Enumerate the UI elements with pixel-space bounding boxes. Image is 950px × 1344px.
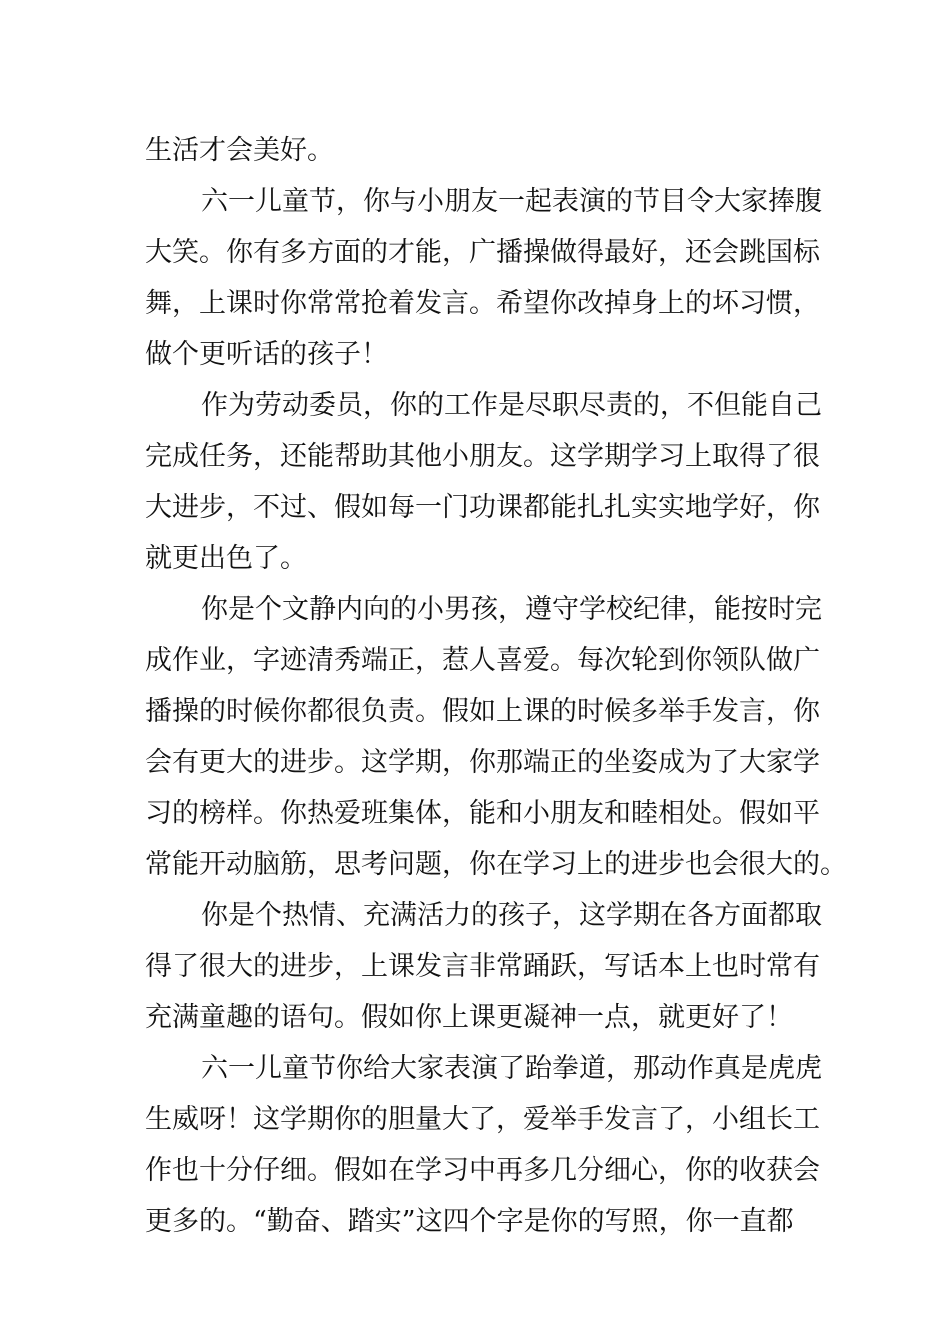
paragraph-2-line-2: 大笑。你有多方面的才能，广播操做得最好，还会跳国标 xyxy=(145,237,820,268)
paragraph-6-line-2: 生威呀！这学期你的胆量大了，爱举手发言了，小组长工 xyxy=(145,1104,820,1135)
paragraph-4-line-6: 常能开动脑筋，思考问题，你在学习上的进步也会很大的。 xyxy=(145,849,847,880)
paragraph-3-line-4: 就更出色了。 xyxy=(145,543,307,574)
paragraph-3-line-2: 完成任务，还能帮助其他小朋友。这学期学习上取得了很 xyxy=(145,441,820,472)
paragraph-2-line-1: 六一儿童节，你与小朋友一起表演的节目令大家捧腹 xyxy=(201,186,822,217)
paragraph-4-line-1: 你是个文静内向的小男孩，遵守学校纪律，能按时完 xyxy=(201,594,822,625)
paragraph-3-line-3: 大进步，不过、假如每一门功课都能扎扎实实地学好，你 xyxy=(145,492,820,523)
paragraph-5-line-2: 得了很大的进步，上课发言非常踊跃，写话本上也时常有 xyxy=(145,951,820,982)
paragraph-3-line-1: 作为劳动委员，你的工作是尽职尽责的，不但能自己 xyxy=(201,390,822,421)
paragraph-4-line-5: 习的榜样。你热爱班集体，能和小朋友和睦相处。假如平 xyxy=(145,798,820,829)
paragraph-4-line-2: 成作业，字迹清秀端正，惹人喜爱。每次轮到你领队做广 xyxy=(145,645,820,676)
paragraph-4-line-4: 会有更大的进步。这学期，你那端正的坐姿成为了大家学 xyxy=(145,747,820,778)
paragraph-5-line-1: 你是个热情、充满活力的孩子，这学期在各方面都取 xyxy=(201,900,822,931)
paragraph-2-line-4: 做个更听话的孩子！ xyxy=(145,339,388,370)
paragraph-5-line-3: 充满童趣的语句。假如你上课更凝神一点，就更好了！ xyxy=(145,1002,793,1033)
paragraph-6-line-1: 六一儿童节你给大家表演了跆拳道，那动作真是虎虎 xyxy=(201,1053,822,1084)
paragraph-6-line-3: 作也十分仔细。假如在学习中再多几分细心，你的收获会 xyxy=(145,1155,820,1186)
paragraph-4-line-3: 播操的时候你都很负责。假如上课的时候多举手发言，你 xyxy=(145,696,820,727)
paragraph-1-line-1: 生活才会美好。 xyxy=(145,135,334,166)
paragraph-2-line-3: 舞，上课时你常常抢着发言。希望你改掉身上的坏习惯， xyxy=(145,288,820,319)
paragraph-6-line-4: 更多的。“勤奋、踏实”这四个字是你的写照，你一直都 xyxy=(145,1206,794,1237)
document-body xyxy=(145,125,847,1247)
